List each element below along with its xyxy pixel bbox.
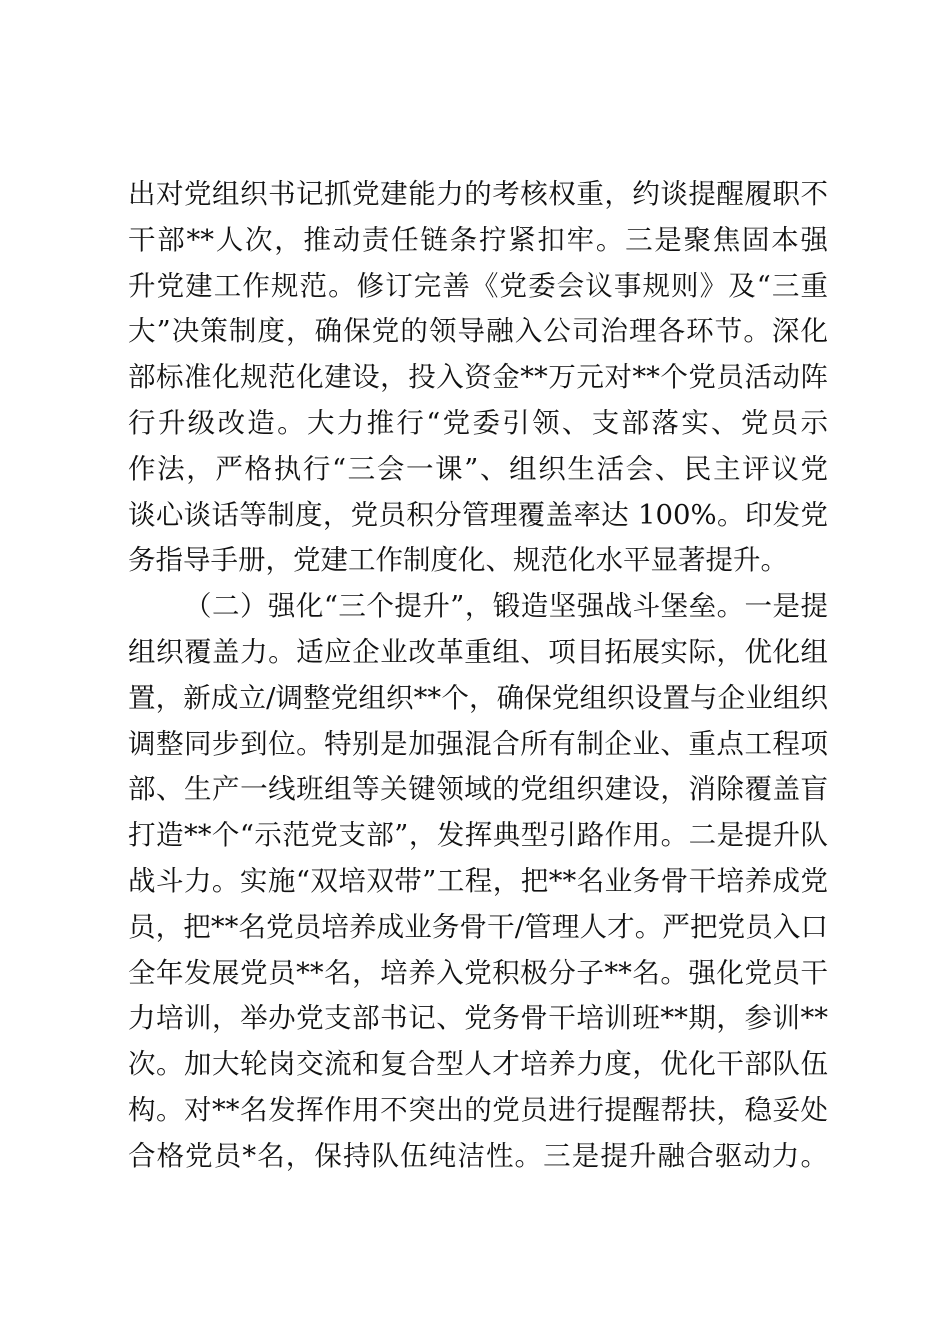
paragraph-line: 作法，严格执行“三会一课”、组织生活会、民主评议党	[128, 452, 828, 485]
paragraph-line: 置，新成立/调整党组织**个，确保党组织设置与企业组织	[128, 681, 828, 714]
paragraph-line: 部标准化规范化建设，投入资金**万元对**个党员活动阵	[128, 361, 828, 394]
paragraph-line: 干部**人次，推动责任链条拧紧扣牢。三是聚焦固本强	[128, 223, 828, 256]
section-heading-line: （二）强化“三个提升”，锻造坚强战斗堡垒。一是提	[184, 590, 828, 623]
paragraph-line: 谈心谈话等制度，党员积分管理覆盖率达 100%。印发党	[128, 498, 828, 531]
paragraph-line: 组织覆盖力。适应企业改革重组、项目拓展实际，优化组	[128, 635, 828, 668]
paragraph-line: 力培训，举办党支部书记、党务骨干培训班**期，参训**	[128, 1002, 828, 1035]
paragraph-line: 部、生产一线班组等关键领域的党组织建设，消除覆盖盲	[128, 773, 828, 806]
body-text	[128, 172, 828, 1180]
paragraph-line: 次。加大轮岗交流和复合型人才培养力度，优化干部队伍	[128, 1048, 828, 1081]
paragraph-line: 员，把**名党员培养成业务骨干/管理人才。严把党员入口	[128, 910, 828, 943]
paragraph-line: 构。对**名发挥作用不突出的党员进行提醒帮扶，稳妥处	[128, 1093, 828, 1126]
paragraph-line: 务指导手册，党建工作制度化、规范化水平显著提升。	[128, 544, 788, 577]
paragraph-line: 打造**个“示范党支部”，发挥典型引路作用。二是提升队	[128, 819, 828, 852]
paragraph-line: 战斗力。实施“双培双带”工程，把**名业务骨干培养成党	[128, 864, 828, 897]
paragraph-line: 调整同步到位。特别是加强混合所有制企业、重点工程项	[128, 727, 828, 760]
paragraph-line: 合格党员*名，保持队伍纯洁性。三是提升融合驱动力。	[128, 1139, 828, 1172]
paragraph-line: 大”决策制度，确保党的领导融入公司治理各环节。深化	[128, 315, 828, 348]
paragraph-line: 出对党组织书记抓党建能力的考核权重，约谈提醒履职不	[128, 178, 828, 210]
paragraph-line: 行升级改造。大力推行“党委引领、支部落实、党员示	[128, 406, 828, 439]
paragraph-line: 全年发展党员**名，培养入党积极分子**名。强化党员干	[128, 956, 828, 989]
paragraph-line: 升党建工作规范。修订完善《党委会议事规则》及“三重	[128, 269, 828, 302]
